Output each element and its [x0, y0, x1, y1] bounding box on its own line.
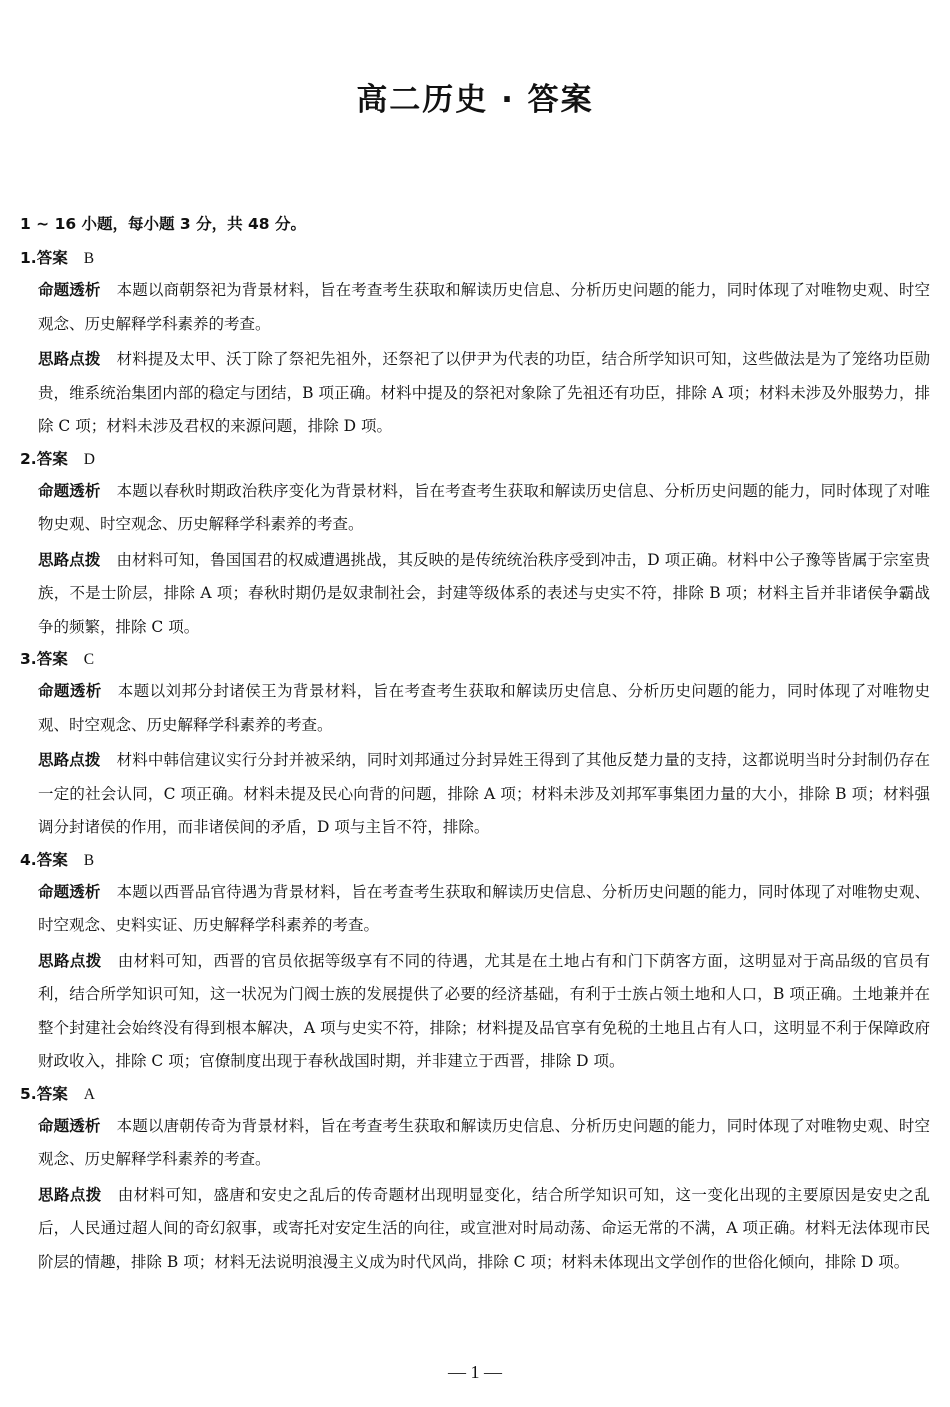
reasoning-text: 由材料可知，西晋的官员依据等级享有不同的待遇，尤其是在土地占有和门下荫客方面，这明显对于高品级的官员有利，结合所学知识可知，这一状况为门阀士族的发展提供了必要的经济基础，有利于士族占领土地和人口，B 项正确。土地兼并在整个封建社会始终没有得到根本解决，A 项与史实不符，排除；材料提及品官享有免税的土地且占有人口，这明显不利于保障政府财政收入，排除 C 项；官僚制度出现于春秋战国时期，并非建立于西晋，排除 D 项。	[38, 951, 930, 1070]
answer-content	[20, 211, 930, 1279]
section-intro: 1 ~ 16 小题，每小题 3 分，共 48 分。	[20, 215, 306, 233]
analysis-text: 本题以商朝祭祀为背景材料，旨在考查考生获取和解读历史信息、分析历史问题的能力，同时体现了对唯物史观、时空观念、历史解释学科素养的考查。	[38, 281, 930, 333]
reasoning-paragraph	[20, 343, 930, 444]
analysis-text: 本题以刘邦分封诸侯王为背景材料，旨在考查考生获取和解读历史信息、分析历史问题的能力，同时体现了对唯物史观、时空观念、历史解释学科素养的考查。	[38, 682, 930, 734]
analysis-label: 命题透析	[38, 882, 101, 901]
question-number: 1.	[20, 249, 37, 267]
analysis-text: 本题以唐朝传奇为背景材料，旨在考查考生获取和解读历史信息、分析历史问题的能力，同时体现了对唯物史观、时空观念、历史解释学科素养的考查。	[38, 1116, 930, 1168]
question-number: 5.	[20, 1084, 37, 1103]
question-number: 4.	[20, 850, 37, 869]
answer-label: 答案	[36, 850, 68, 869]
analysis-label: 命题透析	[38, 682, 102, 700]
question-block	[20, 847, 930, 1079]
answer-value: B	[83, 851, 95, 869]
reasoning-label: 思路点拨	[38, 1185, 102, 1204]
answer-value: B	[83, 250, 95, 267]
analysis-paragraph	[20, 475, 930, 542]
question-header	[20, 847, 930, 874]
question-block	[20, 245, 930, 444]
question-block	[20, 1081, 930, 1280]
reasoning-text: 材料中韩信建议实行分封并被采纳，同时刘邦通过分封异姓王得到了其他反楚力量的支持，这都说明当时分封制仍存在一定的社会认同，C 项正确。材料未提及民心向背的问题，排除 A 项；材料未涉及刘邦军事集团力量的大小，排除 B 项；材料强调分封诸侯的作用，而非诸侯间的矛盾，D 项与主旨不符，排除。	[38, 751, 930, 836]
question-block	[20, 446, 930, 645]
analysis-paragraph	[20, 274, 930, 341]
question-header	[20, 1081, 930, 1108]
analysis-label: 命题透析	[38, 1116, 101, 1135]
analysis-paragraph	[20, 675, 930, 742]
page-title: 高二历史 · 答案	[356, 82, 594, 118]
reasoning-label: 思路点拨	[38, 951, 102, 970]
reasoning-text: 由材料可知，盛唐和安史之乱后的传奇题材出现明显变化，结合所学知识可知，这一变化出现的主要原因是安史之乱后，人民通过超人间的奇幻叙事，或寄托对安定生活的向往，或宣泄对时局动荡、命运无常的不满，A 项正确。材料无法体现市民阶层的情趣，排除 B 项；材料无法说明浪漫主义成为时代风尚，排除 C 项；材料未体现出文学创作的世俗化倾向，排除 D 项。	[38, 1185, 930, 1271]
reasoning-label: 思路点拨	[38, 751, 101, 769]
answer-label: 答案	[36, 650, 68, 668]
question-header	[20, 245, 930, 272]
question-header	[20, 446, 930, 473]
reasoning-paragraph	[20, 544, 930, 645]
answer-label: 答案	[36, 1084, 68, 1103]
reasoning-paragraph	[20, 1179, 930, 1280]
reasoning-paragraph	[20, 945, 930, 1079]
reasoning-text: 材料提及太甲、沃丁除了祭祀先祖外，还祭祀了以伊尹为代表的功臣，结合所学知识可知，这些做法是为了笼络功臣勋贵，维系统治集团内部的稳定与团结，B 项正确。材料中提及的祭祀对象除了先祖还有功臣，排除 A 项；材料未涉及外服势力，排除 C 项；材料未涉及君权的来源问题，排除 D 项。	[38, 350, 930, 435]
question-number: 2.	[20, 449, 37, 468]
answer-value: C	[83, 651, 95, 668]
analysis-paragraph	[20, 876, 930, 943]
answer-label: 答案	[36, 449, 68, 468]
question-number: 3.	[20, 650, 37, 668]
analysis-text: 本题以西晋品官待遇为背景材料，旨在考查考生获取和解读历史信息、分析历史问题的能力，同时体现了对唯物史观、时空观念、史料实证、历史解释学科素养的考查。	[38, 882, 930, 934]
reasoning-text: 由材料可知，鲁国国君的权威遭遇挑战，其反映的是传统统治秩序受到冲击，D 项正确。材料中公子豫等皆属于宗室贵族，不是士阶层，排除 A 项；春秋时期仍是奴隶制社会，封建等级体系的表述与史实不符，排除 B 项；材料主旨并非诸侯争霸战争的频繁，排除 C 项。	[38, 550, 930, 636]
reasoning-label: 思路点拨	[38, 350, 101, 368]
answer-value: D	[83, 450, 95, 468]
reasoning-paragraph	[20, 744, 930, 845]
analysis-label: 命题透析	[38, 281, 101, 299]
analysis-label: 命题透析	[38, 481, 101, 500]
answer-value: A	[83, 1085, 95, 1103]
answer-label: 答案	[36, 249, 68, 267]
page-number: — 1 —	[448, 1362, 502, 1382]
reasoning-label: 思路点拨	[38, 550, 101, 569]
analysis-paragraph	[20, 1110, 930, 1177]
question-block	[20, 646, 930, 845]
question-header	[20, 646, 930, 673]
analysis-text: 本题以春秋时期政治秩序变化为背景材料，旨在考查考生获取和解读历史信息、分析历史问题的能力，同时体现了对唯物史观、时空观念、历史解释学科素养的考查。	[38, 481, 930, 533]
